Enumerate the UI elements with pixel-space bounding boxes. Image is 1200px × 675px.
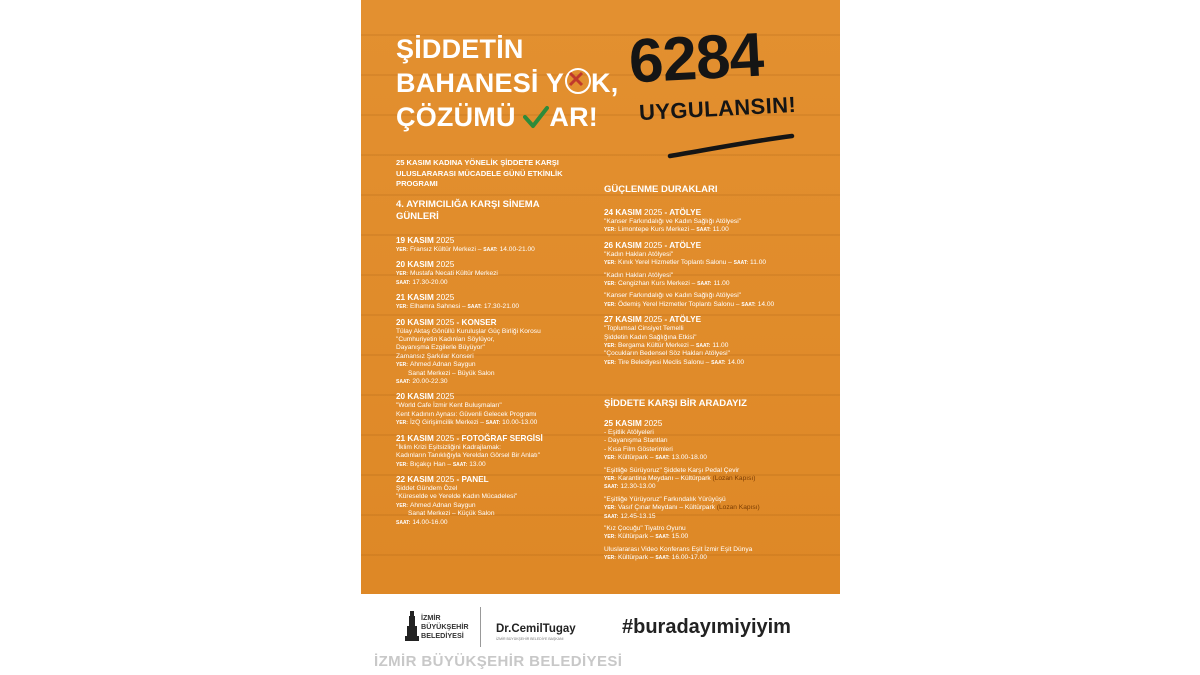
event-detail-line: SAAT: 17.30-20.00 [396, 278, 448, 286]
right-events-list-1 [604, 208, 834, 373]
event-entry [604, 208, 834, 235]
event-detail-line: "Toplumsal Cinsiyet Temelli [604, 325, 684, 333]
event-entry [604, 315, 834, 367]
event-detail-line: Sanat Merkezi – Büyük Salon [408, 369, 495, 377]
headline-line-1: ŞİDDETİN [396, 34, 524, 64]
event-detail-line: SAAT: 20.00-22.30 [396, 378, 448, 386]
headline-line-3 [396, 100, 646, 134]
headline-line-3-a: ÇÖZÜMÜ [396, 102, 524, 132]
event-detail-line: - Kısa Film Gösterimleri [604, 445, 673, 453]
ibb-wordmark [421, 613, 469, 640]
event-entry [396, 392, 611, 427]
event-entry [396, 475, 611, 527]
event-detail-line: Dayanışma Ezgilerle Büyüyor" [396, 344, 485, 352]
event-detail-line: YER: Tire Belediyesi Meclis Salonu – SAAT: 14.00 [604, 358, 745, 366]
event-detail-line: YER: Kültürpark – SAAT: 15.00 [604, 533, 689, 541]
clock-tower-logo-icon [405, 611, 419, 641]
event-detail-line: "World Cafe İzmir Kent Buluşmaları" [396, 402, 502, 410]
event-date: 21 KASIM 2025 [396, 293, 455, 303]
event-detail-line: "Kadın Hakları Atölyesi" [604, 271, 674, 279]
left-section-title: 4. AYRIMCILIĞA KARŞI SİNEMA GÜNLERİ [396, 199, 540, 222]
event-poster [361, 0, 840, 594]
event-detail-line: - Dayanışma Stantları [604, 437, 668, 445]
event-entry [604, 241, 834, 309]
mayor-name: Dr.CemilTugay [496, 623, 576, 635]
ibb-wordmark-line-1: İZMİR [421, 613, 441, 622]
event-detail-line: Uluslararası Video Konferans Eşit İzmir Eşit Dünya [604, 545, 753, 553]
ibb-wordmark-line-3: BELEDİYESİ [421, 631, 464, 640]
event-detail-line: "İklim Krizi Eşitsizliğini Kadrajlamak: [396, 443, 501, 451]
crossed-o-icon [565, 68, 591, 94]
event-detail-line: YER: Kültürpark – SAAT: 13.00-18.00 [604, 454, 707, 462]
event-detail-line: SAAT: 14.00-16.00 [396, 518, 448, 526]
event-detail-line: Kadınların Tanıklığıyla Yereldan Görsel Bir Anlatı" [396, 452, 541, 460]
ibb-wordmark-line-2: BÜYÜKŞEHİR [421, 622, 469, 631]
event-detail-line: YER: Kültürpark – SAAT: 16.00-17.00 [604, 554, 707, 562]
event-date: 22 KASIM 2025 - PANEL [396, 474, 489, 484]
event-detail-line: SAAT: 12.30-13.00 [604, 483, 656, 491]
right-events-list-2 [604, 419, 834, 569]
event-entry [396, 434, 611, 469]
event-entry [396, 318, 611, 387]
event-detail-line: YER: Fransız Kültür Merkezi – SAAT: 14.00-21.00 [396, 246, 535, 253]
event-detail-line: Zamansız Şarkılar Konseri [396, 352, 474, 360]
event-detail-line: "Küreselde ve Yerelde Kadın Mücadelesi" [396, 493, 518, 501]
event-date: 20 KASIM 2025 [396, 392, 455, 402]
law-number: 6284 [627, 20, 765, 97]
event-detail-line: YER: Kınık Yerel Hizmetler Toplantı Salonu – SAAT: 11.00 [604, 259, 767, 267]
right-section-1-title: GÜÇLENME DURAKLARI [604, 184, 718, 195]
event-detail-line: "Cumhuriyetin Kadınları Söylüyor, [396, 336, 495, 344]
event-date: 19 KASIM 2025 [396, 236, 455, 245]
event-detail-line: SAAT: 12.45-13.15 [604, 512, 656, 520]
event-detail-line: YER: İzQ Girişimcilik Merkezi – SAAT: 10.00-13.00 [396, 419, 538, 427]
event-detail-line: "Kanser Farkındalığı ve Kadın Sağlığı Atölyesi" [604, 292, 741, 300]
event-detail-line: "Eşitliğe Sürüyoruz" Şiddete Karşı Pedal Çevir [604, 466, 740, 474]
headline-line-2-b: K, [591, 68, 619, 98]
event-detail-line: "Çocukların Bedensel Söz Hakları Atölyesi" [604, 350, 730, 358]
event-entry [396, 293, 611, 311]
event-entry [396, 260, 611, 287]
law-call: UYGULANSIN! [638, 91, 797, 126]
event-detail-line: YER: Bergama Kültür Merkezi – SAAT: 11.00 [604, 342, 729, 350]
event-date: 26 KASIM 2025 - ATÖLYE [604, 240, 702, 250]
brush-stroke-underline [666, 132, 796, 162]
headline-line-2-a: BAHANESİ Y [396, 68, 565, 98]
event-detail-line: YER: Ödemiş Yerel Hizmetler Toplantı Salonu – SAAT: 14.00 [604, 300, 775, 308]
event-entry [604, 419, 834, 563]
headline-line-3-b: AR! [549, 102, 598, 132]
checkmark-icon [523, 105, 549, 129]
event-detail-line: YER: Karantina Meydanı – Kültürpark (Lozan Kapısı) [604, 475, 756, 483]
event-detail-line: "Kız Çocuğu" Tiyatro Oyunu [604, 525, 686, 533]
event-date: 27 KASIM 2025 - ATÖLYE [604, 315, 702, 325]
event-detail-line: Şiddet Gündem Özel [396, 484, 458, 492]
event-detail-line: YER: Mustafa Necati Kültür Merkezi [396, 270, 498, 278]
event-date: 20 KASIM 2025 [396, 260, 455, 270]
event-detail-line: YER: Vasıf Çınar Meydanı – Kültürpark (Lozan Kapısı) [604, 504, 760, 512]
event-detail-line: Tülay Aktaş Gönüllü Kuruluşlar Güç Birliği Korosu [396, 327, 541, 335]
event-date: 24 KASIM 2025 - ATÖLYE [604, 208, 702, 217]
event-detail-line: Şiddetin Kadın Sağlığına Etkisi" [604, 333, 697, 341]
program-intro: 25 KASIM KADINA YÖNELİK ŞİDDETE KARŞI ULUSLARARASI MÜCADELE GÜNÜ ETKİNLİK PROGRAMI [396, 158, 563, 188]
event-detail-line: YER: Limontepe Kurs Merkezi – SAAT: 11.00 [604, 226, 729, 234]
event-detail-line: "Eşitliğe Yürüyoruz" Farkındalık Yürüyüşü [604, 495, 726, 503]
headline-line-2 [396, 66, 646, 100]
right-section-2-title: ŞİDDETE KARŞI BİR ARADAYIZ [604, 398, 747, 409]
event-detail-line: YER: Ahmed Adnan Saygun [396, 501, 476, 509]
event-date: 20 KASIM 2025 - KONSER [396, 317, 497, 327]
poster-headline [396, 32, 646, 134]
event-detail-line: Sanat Merkezi – Küçük Salon [408, 510, 495, 518]
event-detail-line: - Eşitlik Atölyeleri [604, 429, 654, 436]
event-detail-line: YER: Elhamra Sahnesi – SAAT: 17.30-21.00 [396, 303, 520, 311]
footer-divider [480, 607, 481, 647]
event-detail-line: YER: Bıçakçı Han – SAAT: 13.00 [396, 460, 486, 468]
event-detail-line: "Kanser Farkındalığı ve Kadın Sağlığı Atölyesi" [604, 218, 741, 225]
left-events-list [396, 236, 611, 533]
source-watermark: İZMİR BÜYÜKŞEHİR BELEDİYESİ [374, 653, 623, 670]
event-detail-line: YER: Ahmed Adnan Saygun [396, 361, 476, 369]
event-entry [396, 236, 611, 254]
event-detail-line: YER: Cengizhan Kurs Merkezi – SAAT: 11.00 [604, 280, 730, 288]
event-detail-line: Kent Kadının Aynası: Güvenli Gelecek Programı [396, 410, 537, 418]
event-date: 21 KASIM 2025 - FOTOĞRAF SERGİSİ [396, 433, 543, 443]
campaign-hashtag: #buradayımiyiyim [622, 616, 791, 638]
mayor-title: İZMİR BÜYÜKŞEHİR BELEDİYE BAŞKANI [496, 637, 564, 641]
event-date: 25 KASIM 2025 [604, 419, 663, 428]
event-detail-line: "Kadın Hakları Atölyesi" [604, 250, 674, 258]
